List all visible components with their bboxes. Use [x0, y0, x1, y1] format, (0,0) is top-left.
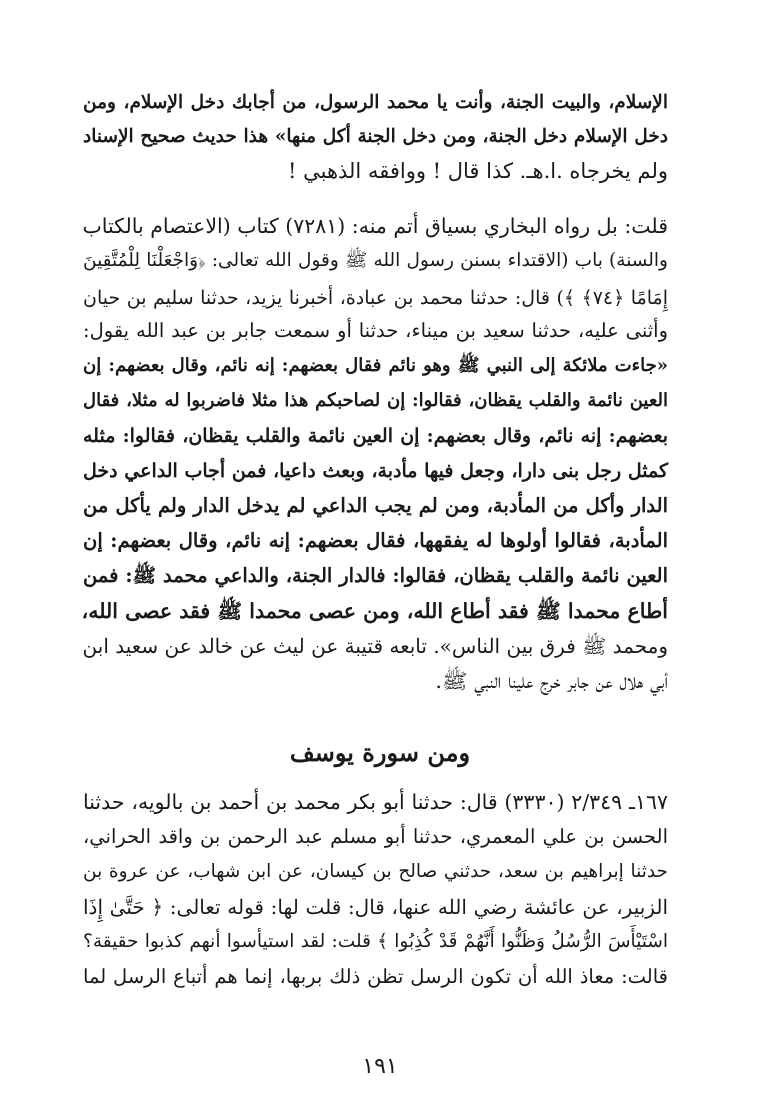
text-line: حدثنا إبراهيم بن سعد، حدثني صالح بن كيسان، عن ابن شهاب، عن عروة بن: [83, 861, 668, 882]
text-line: ١٦٧ـ ٢/٣٤٩ (٣٣٣٠) قال: حدثنا أبو بكر محمد بن أحمد بن بالويه، حدثنا: [83, 790, 668, 814]
text-line: اسْتَيْأَسَ الرُّسُلُ وَظَنُّوا أَنَّهُمْ قَدْ كُذِبُوا ﴾ قلت: لقد استيأسوا أنهم كذبوا حقيقة؟: [83, 931, 668, 952]
text-line: إِمَامًا ﴿٧٤﴾ ﴾) قال: حدثنا محمد بن عبادة، أخبرنا يزيد، حدثنا سليم بن حيان: [83, 287, 668, 309]
text-line: قالت: معاذ الله أن تكون الرسل تظن ذلك بربها، إنما هم أتباع الرسل لما: [83, 965, 668, 988]
text-line: أطاع محمدا ﷺ فقد أطاع الله، ومن عصى محمدا ﷺ فقد عصى الله،: [81, 599, 668, 623]
text-line: الزبير، عن عائشة رضي الله عنها، قال: قلت لها: قوله تعالى: ﴿ حَتَّىٰ إِذَا: [83, 895, 668, 919]
page-number: ١٩١: [362, 1054, 398, 1079]
text-line: المأدبة، فقالوا أولوها له يفقهها، فقال بعضهم: إنه نائم، وقال بعضهم: إن: [83, 529, 668, 552]
section-heading: ومن سورة يوسف: [289, 738, 471, 767]
text-line: «جاءت ملائكة إلى النبي ﷺ وهو نائم فقال بعضهم: إنه نائم، وقال بعضهم: إن: [83, 355, 668, 376]
text-line: والسنة) باب (الاقتداء بسنن رسول الله ﷺ وقول الله تعالى: ﴿وَاجْعَلْنَا لِلْمُتَّقِينَ: [83, 250, 668, 271]
text-line: الحسن بن علي المعمري، حدثنا أبو مسلم عبد الرحمن بن واقد الحراني،: [83, 825, 668, 848]
text-line: وأثنى عليه، حدثنا سعيد بن ميناء، حدثنا أو سمعت جابر بن عبد الله يقول:: [83, 319, 668, 342]
text-line: بعضهم: إنه نائم، وقال بعضهم: إن العين نائمة والقلب يقظان، فقالوا: مثله: [83, 425, 668, 447]
text-line: العين نائمة والقلب يقظان، فقالوا: إن لصاحبكم هذا مثلا فاضربوا له مثلا، فقال: [83, 390, 668, 411]
text-line: الإسلام، والبيت الجنة، وأنت يا محمد الرسول، من أجابك دخل الإسلام، ومن: [83, 92, 668, 113]
text-line: كمثل رجل بنى دارا، وجعل فيها مأدبة، وبعث داعيا، فمن أجاب الداعي دخل: [83, 460, 668, 482]
text-line: أبي هلال عن جابر خرج علينا النبي ﷺ.: [435, 669, 668, 693]
text-line: الدار وأكل من المأدبة، ومن لم يجب الداعي لم يدخل الدار ولم يأكل من: [83, 494, 668, 517]
text-line: ولم يخرجاه .ا.هـ. كذا قال ! ووافقه الذهبي !: [287, 159, 668, 183]
text-line: العين نائمة والقلب يقظان، فقالوا: فالدار الجنة، والداعي محمد ﷺ: فمن: [83, 564, 668, 587]
text-line: دخل الإسلام دخل الجنة، ومن دخل الجنة أكل منها» هذا حديث صحيح الإسناد: [83, 126, 668, 147]
text-line: قلت: بل رواه البخاري بسياق أتم منه: (٧٢٨١) كتاب (الاعتصام بالكتاب: [82, 214, 668, 238]
text-line: ومحمد ﷺ فرق بين الناس». تابعه قتيبة عن ليث عن خالد عن سعيد ابن: [82, 634, 668, 658]
